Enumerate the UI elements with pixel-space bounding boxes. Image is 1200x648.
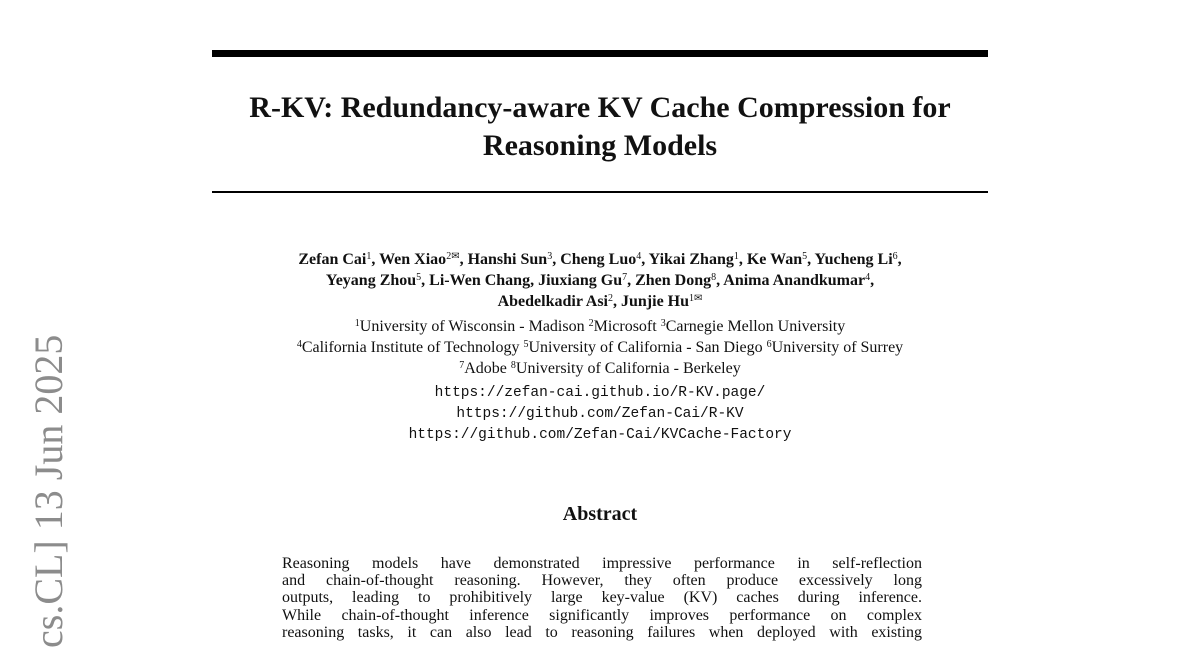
author-name: Hanshi Sun bbox=[467, 251, 548, 268]
author-name: Abedelkadir Asi bbox=[497, 293, 608, 310]
affiliation-number: 6 bbox=[766, 339, 772, 350]
affiliation-name: Adobe bbox=[464, 360, 511, 377]
affiliation-number: 7 bbox=[459, 360, 465, 371]
abstract-line: Reasoning models have demonstrated impressive performance in self-reflection bbox=[282, 555, 922, 572]
affiliation-line bbox=[212, 337, 988, 358]
author-line: Zefan Cai$^1$, Wen Xiao$^{2✉}$, Hanshi Sun$^3$, Cheng Luo$^4$, Yikai Zhang$^1$, Ke Wan$^5$, Yucheng Li$^6$, bbox=[298, 251, 902, 268]
affiliation-name: University of California - Berkeley bbox=[515, 360, 741, 377]
author-line: Abedelkadir Asi$^2$, Junjie $Hu^{1✉}$ bbox=[497, 293, 703, 310]
author-name: Yikai Zhang bbox=[648, 251, 734, 268]
author-affiliation-mark: 4 bbox=[865, 272, 871, 283]
arxiv-stamp: cs.CL] 13 Jun 2025 bbox=[26, 334, 71, 648]
abstract-line: and chain-of-thought reasoning. However, they often produce excessively long bbox=[282, 572, 922, 590]
author-name: Li-Wen Chang bbox=[429, 272, 531, 289]
affiliation-name: University of Surrey bbox=[771, 339, 904, 356]
kvcache-factory-link[interactable]: https://github.com/Zefan-Cai/KVCache-Factory bbox=[408, 427, 792, 443]
author-affiliation-mark: 2 bbox=[608, 293, 613, 304]
author-name: Yeyang Zhou bbox=[325, 272, 417, 289]
author-affiliation-mark: 4 bbox=[636, 251, 642, 262]
affiliation-line bbox=[212, 358, 988, 379]
affiliation-name: University of Wisconsin - Madison bbox=[359, 318, 589, 335]
title-bottom-rule bbox=[212, 191, 988, 193]
abstract-line: outputs, leading to prohibitively large key-value (KV) caches during inference. bbox=[282, 589, 922, 607]
author-name: Anima Anandkumar bbox=[723, 272, 866, 289]
title-line: Reasoning Models bbox=[482, 129, 718, 162]
author-affiliation-mark: 1 bbox=[366, 251, 372, 262]
affiliation-list bbox=[212, 316, 988, 379]
title-line: R-KV: Redundancy-aware KV Cache Compression for bbox=[249, 91, 951, 124]
abstract-heading: Abstract bbox=[562, 503, 638, 525]
repo-link[interactable]: https://github.com/Zefan-Cai/R-KV bbox=[456, 406, 744, 422]
affiliation-number: 8 bbox=[510, 360, 516, 371]
author-affiliation-mark: 1✉ bbox=[689, 293, 703, 304]
affiliation-number: 2 bbox=[588, 318, 594, 329]
author-name: Cheng Luo bbox=[560, 251, 637, 268]
affiliation-number: 1 bbox=[354, 318, 360, 329]
author-name: Junjie Hu bbox=[621, 293, 690, 310]
author-affiliation-mark: 8 bbox=[711, 272, 717, 283]
author-affiliation-mark: 3 bbox=[547, 251, 553, 262]
author-name: Ke Wan bbox=[746, 251, 803, 268]
affiliation-number: 4 bbox=[296, 339, 302, 350]
affiliation-line bbox=[212, 316, 988, 337]
author-name: Yucheng Li bbox=[814, 251, 893, 268]
affiliation-number: 5 bbox=[523, 339, 529, 350]
author-line: Yeyang Zhou$^5$, Li-Wen Chang, Jiuxiang Gu$^7$, Zhen Dong$^8$, Anima Anandkumar$^4$, bbox=[325, 272, 875, 289]
affiliation-name: University of California - San Diego bbox=[528, 339, 767, 356]
author-affiliation-mark: 5 bbox=[802, 251, 808, 262]
paper-title bbox=[212, 89, 988, 165]
affiliation-name: Carnegie Mellon University bbox=[665, 318, 846, 335]
title-top-rule bbox=[212, 50, 988, 57]
author-name: Wen Xiao bbox=[379, 251, 447, 268]
affiliation-name: California Institute of Technology bbox=[301, 339, 524, 356]
abstract-body bbox=[282, 555, 922, 641]
author-affiliation-mark: 1 bbox=[733, 251, 739, 262]
author-name: Jiuxiang Gu bbox=[538, 272, 623, 289]
abstract-line: While chain-of-thought inference significantly improves performance on complex bbox=[282, 606, 922, 624]
project-page-link[interactable]: https://zefan-cai.github.io/R-KV.page/ bbox=[434, 385, 766, 401]
author-affiliation-mark: 5 bbox=[416, 272, 422, 283]
author-affiliation-mark: 6 bbox=[892, 251, 898, 262]
affiliation-number: 3 bbox=[660, 318, 666, 329]
author-affiliation-mark: 2✉ bbox=[446, 251, 460, 262]
project-links bbox=[212, 383, 988, 446]
affiliation-name: Microsoft bbox=[593, 318, 661, 335]
author-name: Zhen Dong bbox=[635, 272, 712, 289]
author-affiliation-mark: 7 bbox=[622, 272, 628, 283]
author-name: Zefan Cai bbox=[298, 251, 367, 268]
author-list bbox=[212, 249, 988, 312]
abstract-line: reasoning tasks, it can also lead to reasoning failures when deployed with existing bbox=[282, 623, 922, 641]
